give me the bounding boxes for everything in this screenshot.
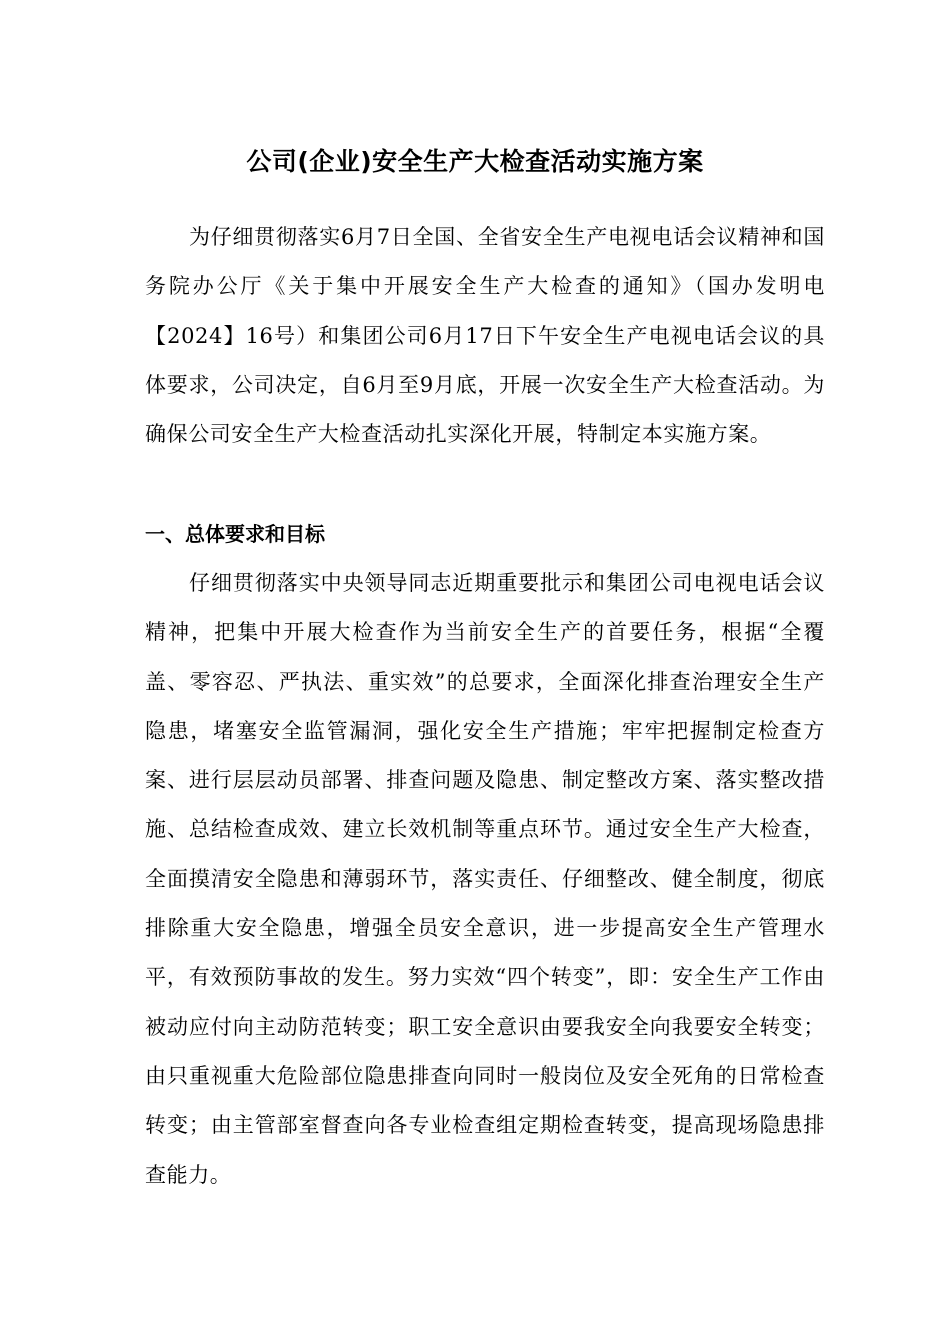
intro-paragraph: 为仔细贯彻落实6月7日全国、全省安全生产电视电话会议精神和国务院办公厅《关于集中开展安全生产大检查的通知》（国办发明电【2024】16号）和集团公司6月17日下午安全生产电视电话会议的具体要求，公司决定，自6月至9月底，开展一次安全生产大检查活动。为确保公司安全生产大检查活动扎实深化开展，特制定本实施方案。 bbox=[145, 225, 825, 447]
document-title: 公司(企业)安全生产大检查活动实施方案 bbox=[246, 147, 704, 176]
section-heading-general-requirements: 一、总体要求和目标 bbox=[145, 522, 325, 546]
section-body-paragraph: 仔细贯彻落实中央领导同志近期重要批示和集团公司电视电话会议精神，把集中开展大检查作为当前安全生产的首要任务，根据“全覆盖、零容忍、严执法、重实效”的总要求，全面深化排查治理安全生产隐患，堵塞安全监管漏洞，强化安全生产措施；牢牢把握制定检查方案、进行层层动员部署、排查问题及隐患、制定整改方案、落实整改措施、总结检查成效、建立长效机制等重点环节。通过安全生产大检查，全面摸清安全隐患和薄弱环节，落实责任、仔细整改、健全制度，彻底排除重大安全隐患，增强全员安全意识，进一步提高安全生产管理水平，有效预防事故的发生。努力实效“四个转变”，即：安全生产工作由被动应付向主动防范转变；职工安全意识由要我安全向我要安全转变；由只重视重大危险部位隐患排查向同时一般岗位及安全死角的日常检查转变；由主管部室督查向各专业检查组定期检查转变，提高现场隐患排查能力。 bbox=[145, 571, 825, 1187]
